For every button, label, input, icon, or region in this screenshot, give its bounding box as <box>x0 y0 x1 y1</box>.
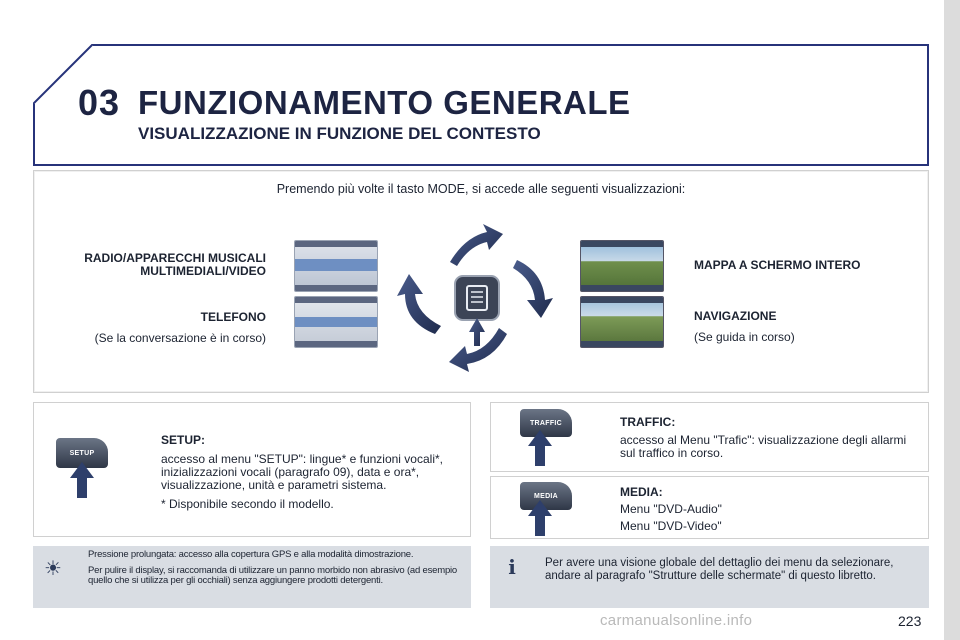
label-radio-line1: RADIO/APPARECCHI MUSICALI <box>84 251 266 265</box>
info-icon: i <box>508 555 516 579</box>
cycle-arrows-icon <box>395 222 565 372</box>
sun-icon: ☀ <box>44 558 62 580</box>
chapter-number: 03 <box>78 82 121 123</box>
traffic-pointer-arrow-icon <box>528 430 552 466</box>
traffic-heading: TRAFFIC: <box>620 415 676 429</box>
label-phone-title: TELEFONO <box>200 310 266 324</box>
setup-text: accesso al menu "SETUP": lingue* e funzioni vocali*, inizializzazioni vocali (paragrafo 09), data e ora*, visualizzazione, unità e parametri sistema. <box>161 452 443 492</box>
screen-thumb-map <box>580 240 664 292</box>
page-edge-rail <box>944 0 960 640</box>
setup-footnote: * Disponibile secondo il modello. <box>161 497 334 511</box>
traffic-description <box>620 416 920 465</box>
label-phone-note: (Se la conversazione è in corso) <box>94 331 266 345</box>
label-map: MAPPA A SCHERMO INTERO <box>694 258 861 272</box>
tip-note-line2: Per pulire il display, si raccomanda di utilizzare un panno morbido non abrasivo (ad esempio quello che si utilizza per gli occhiali) senza aggiungere prodotti detergenti. <box>88 564 458 586</box>
watermark: carmanualsonline.info <box>600 612 753 629</box>
media-item-dvd-audio: Menu "DVD-Audio" <box>620 502 722 516</box>
screen-thumb-phone <box>294 296 378 348</box>
label-phone <box>40 308 266 345</box>
label-navigation <box>694 307 795 344</box>
setup-button[interactable]: SETUP <box>56 438 108 468</box>
info-note-text: Per avere una visione globale del dettaglio dei menu da selezionare, andare al paragrafo "Strutture delle schermate" di questo libretto. <box>545 557 894 582</box>
traffic-button[interactable]: TRAFFIC <box>520 409 572 437</box>
tip-note-text <box>88 550 466 592</box>
media-pointer-arrow-icon <box>528 500 552 536</box>
setup-heading: SETUP: <box>161 433 206 447</box>
setup-pointer-arrow-icon <box>70 462 94 498</box>
page-number: 223 <box>898 613 922 629</box>
label-radio-line2: MULTIMEDIALI/VIDEO <box>140 264 266 278</box>
page-title: FUNZIONAMENTO GENERALE <box>138 84 631 121</box>
tip-note-line1: Pressione prolungata: accesso alla copertura GPS e alla modalità dimostrazione. <box>88 549 414 560</box>
screen-thumb-navigation <box>580 296 664 348</box>
media-heading: MEDIA: <box>620 485 663 499</box>
setup-description <box>161 434 461 517</box>
label-nav-note: (Se guida in corso) <box>694 330 795 344</box>
traffic-text: accesso al Menu "Trafic": visualizzazione degli allarmi sul traffico in corso. <box>620 433 907 460</box>
media-item-dvd-video: Menu "DVD-Video" <box>620 519 722 533</box>
intro-text: Premendo più volte il tasto MODE, si accede alle seguenti visualizzazioni: <box>276 182 686 196</box>
media-description <box>620 486 920 537</box>
label-nav-title: NAVIGAZIONE <box>694 309 777 323</box>
label-radio <box>40 252 266 278</box>
screen-thumb-radio <box>294 240 378 292</box>
media-button[interactable]: MEDIA <box>520 482 572 510</box>
page-subtitle: VISUALIZZAZIONE IN FUNZIONE DEL CONTESTO <box>138 124 541 143</box>
